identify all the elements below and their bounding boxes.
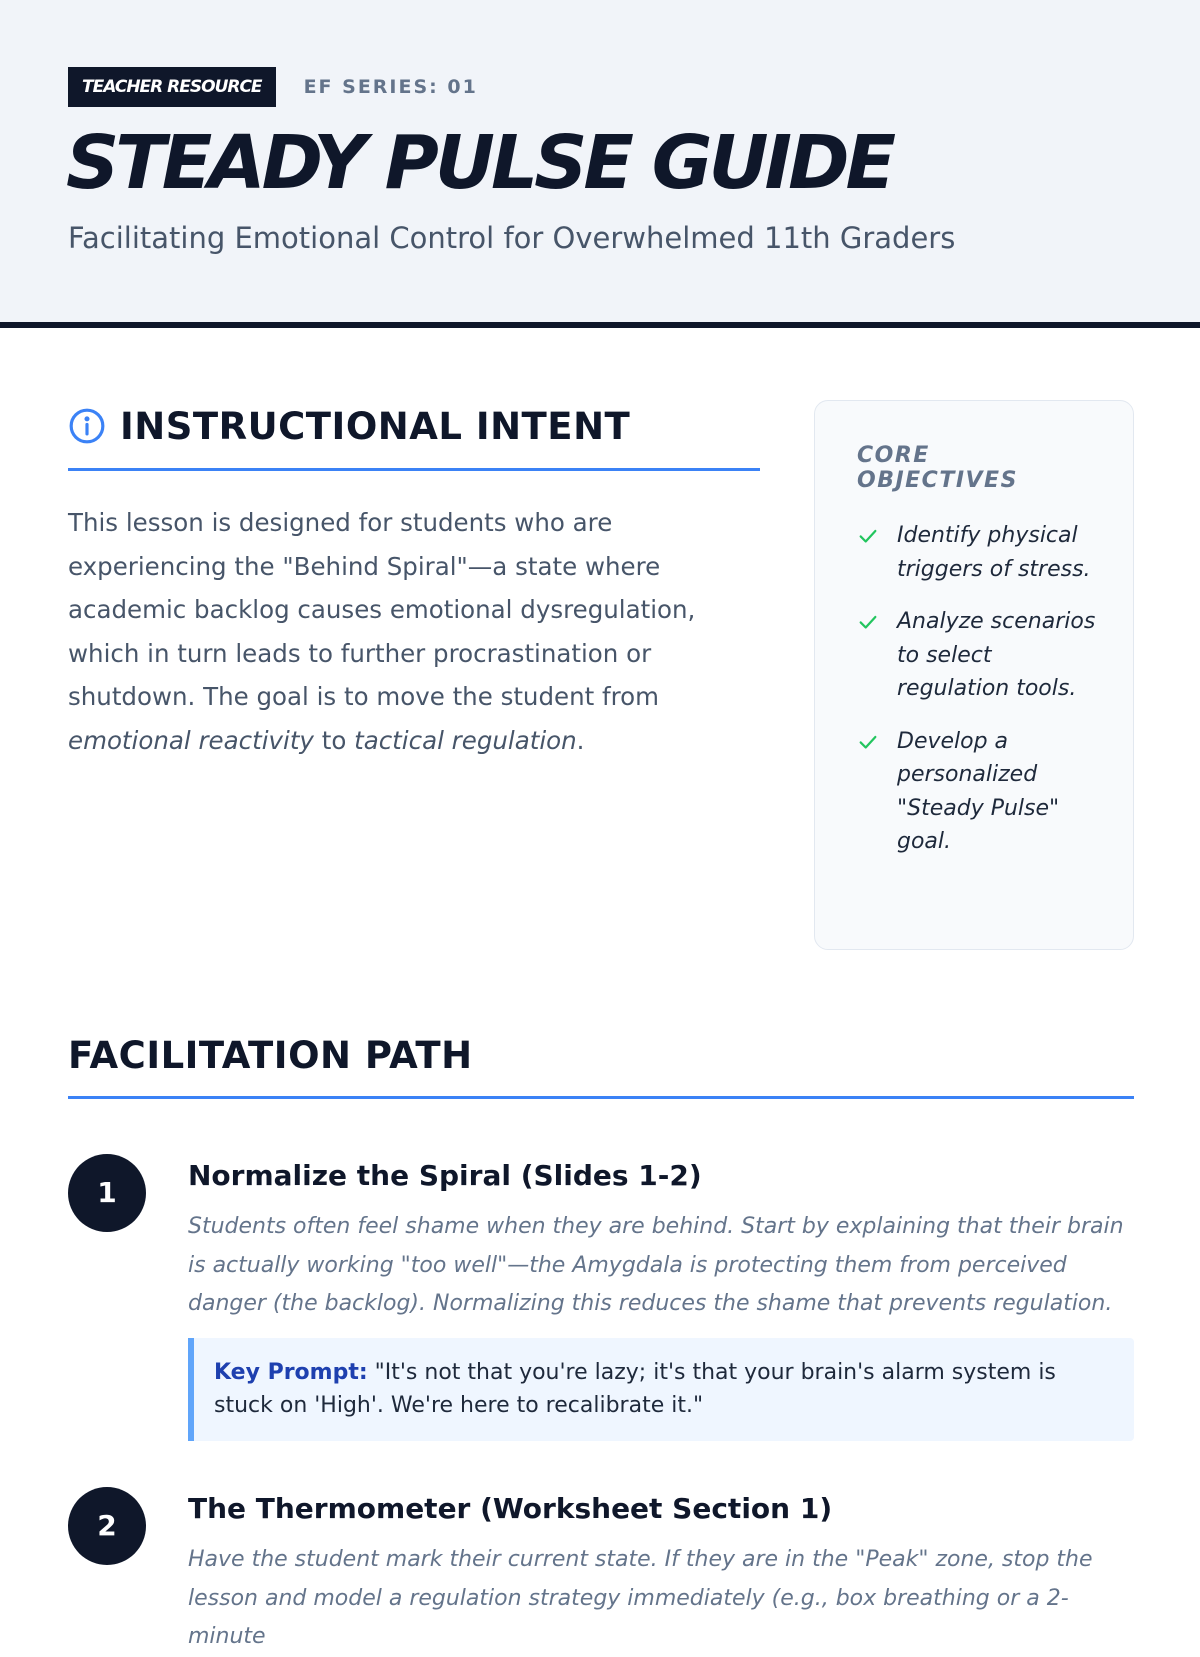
step-description: Have the student mark their current state. If they are in the "Peak" zone, stop the lesson and model a regulation strategy immediately (e.g., box breathing or a 2-minute bbox=[188, 1547, 1093, 1649]
step-title: Normalize the Spiral (Slides 1-2) bbox=[188, 1159, 702, 1192]
header-meta bbox=[68, 67, 478, 107]
resource-badge: TEACHER RESOURCE bbox=[68, 67, 276, 107]
intent-end: . bbox=[576, 725, 585, 755]
step-description: Students often feel shame when they are behind. Start by explaining that their brain is actually working "too well"—the Amygdala is protecting them from perceived danger (the backlog). Normalizing this reduces the shame that prevents regulation. bbox=[188, 1214, 1124, 1316]
step-content bbox=[188, 1154, 1134, 1441]
check-icon bbox=[857, 525, 879, 547]
header-banner bbox=[0, 0, 1200, 328]
intent-emphasis-regulation: tactical regulation bbox=[354, 725, 577, 755]
intent-body: This lesson is designed for students who are experiencing the "Behind Spiral"—a state where academic backlog causes emotional dysregulation, which in turn leads to further procrastination or shutdown. The goal is to move the student from bbox=[68, 508, 696, 711]
intent-heading: INSTRUCTIONAL INTENT bbox=[120, 404, 631, 448]
check-icon bbox=[857, 731, 879, 753]
intent-connector: to bbox=[313, 725, 355, 755]
key-prompt-text: "It's not that you're lazy; it's that your brain's alarm system is stuck on 'High'. We're here to recalibrate it." bbox=[214, 1359, 1056, 1418]
objective-text: Identify physical triggers of stress. bbox=[897, 523, 1091, 582]
intent-heading-row bbox=[68, 400, 760, 452]
info-icon bbox=[68, 407, 106, 445]
objectives-heading: CORE OBJECTIVES bbox=[857, 443, 1018, 493]
facilitation-divider bbox=[68, 1096, 1134, 1099]
facilitation-path-section bbox=[68, 1030, 1134, 1099]
key-prompt-callout bbox=[188, 1338, 1134, 1441]
step-number-badge: 2 bbox=[68, 1487, 146, 1565]
instructional-intent-section bbox=[68, 400, 760, 762]
key-prompt-label: Key Prompt: bbox=[214, 1359, 368, 1385]
page-subtitle: Facilitating Emotional Control for Overwhelmed 11th Graders bbox=[68, 221, 956, 255]
intent-divider bbox=[68, 468, 760, 471]
core-objectives-card bbox=[814, 400, 1134, 950]
objective-text: Develop a personalized "Steady Pulse" goal. bbox=[897, 728, 1060, 854]
check-icon bbox=[857, 611, 879, 633]
step-title: The Thermometer (Worksheet Section 1) bbox=[188, 1492, 833, 1525]
step-content bbox=[188, 1487, 1134, 1657]
page-title: STEADY PULSE GUIDE bbox=[66, 120, 893, 206]
series-label: EF SERIES: 01 bbox=[303, 76, 478, 98]
objective-item bbox=[857, 605, 1099, 706]
objective-item bbox=[857, 725, 1099, 859]
intent-paragraph bbox=[68, 501, 760, 762]
facilitation-heading: FACILITATION PATH bbox=[68, 1034, 473, 1077]
step-number-badge: 1 bbox=[68, 1154, 146, 1232]
objective-item bbox=[857, 519, 1099, 586]
intent-emphasis-reactivity: emotional reactivity bbox=[68, 725, 314, 755]
objective-text: Analyze scenarios to select regulation tools. bbox=[897, 609, 1096, 701]
